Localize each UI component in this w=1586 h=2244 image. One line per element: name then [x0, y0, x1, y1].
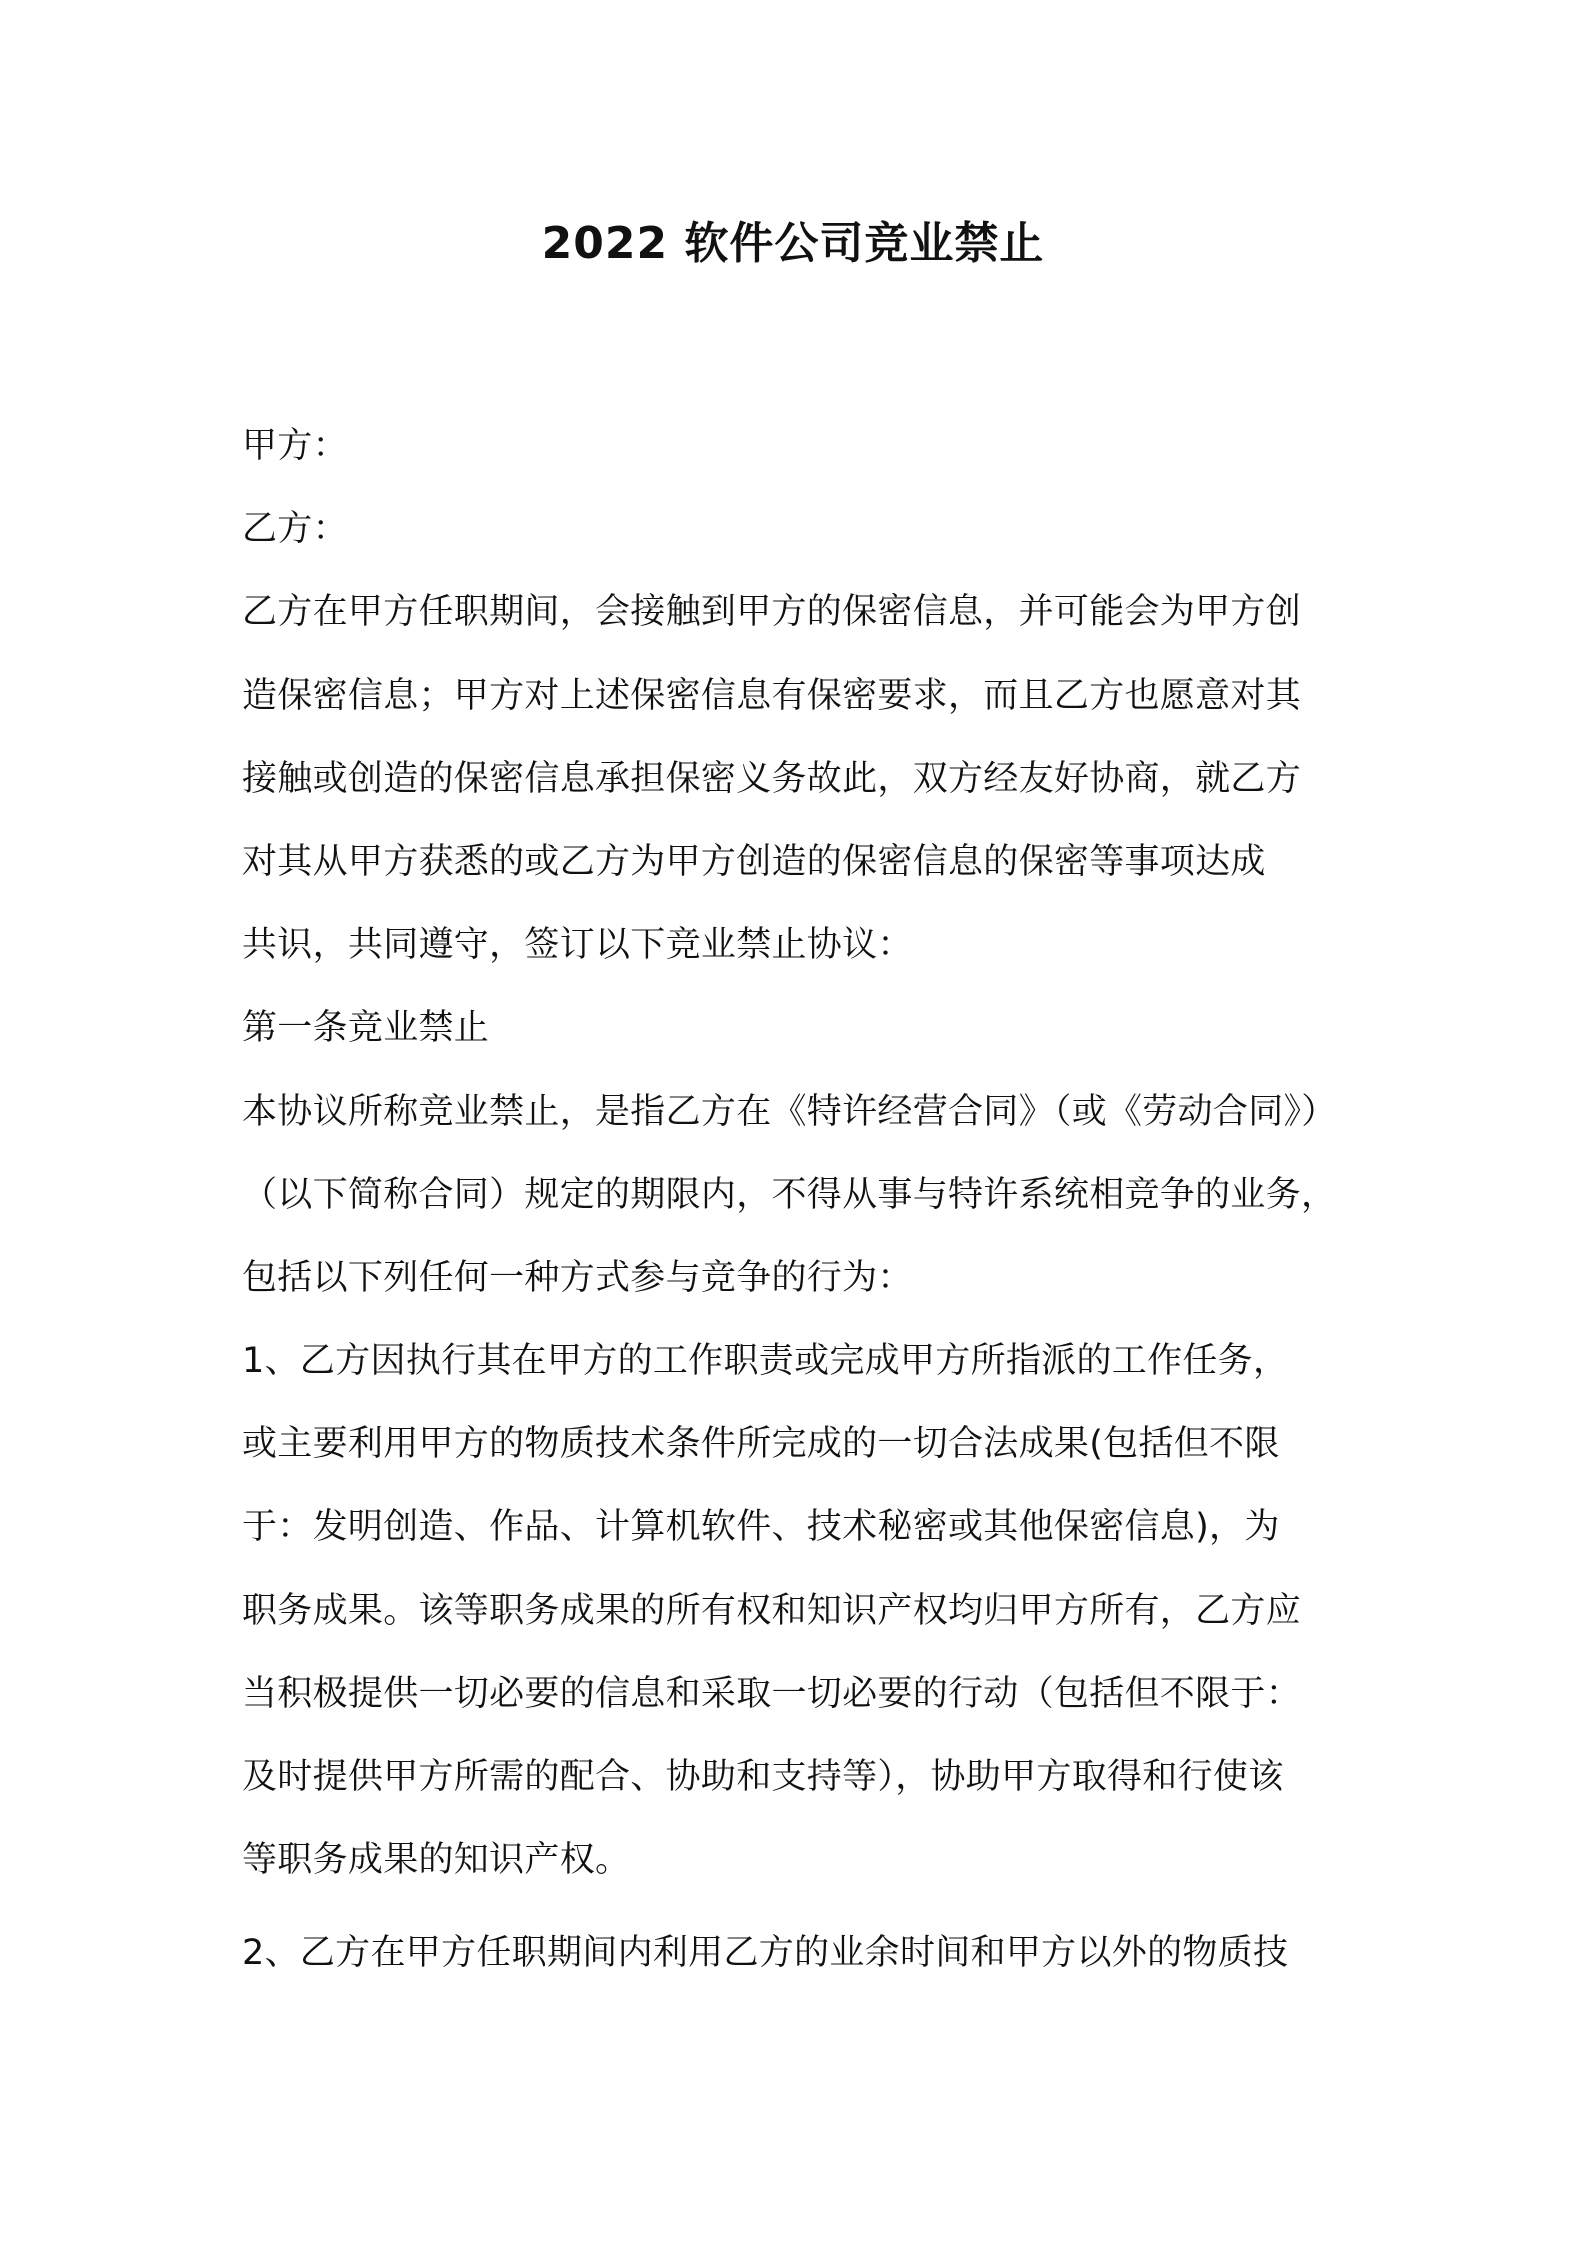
clause-1-line: 或主要利用甲方的物质技术条件所完成的一切合法成果(包括但不限: [242, 1424, 1280, 1465]
clause-1-line: 及时提供甲方所需的配合、协助和支持等），协助甲方取得和行使该: [242, 1757, 1284, 1797]
preamble-line: 接触或创造的保密信息承担保密义务故此，双方经友好协商，就乙方: [242, 758, 1302, 799]
clause-2-line: 2、乙方在甲方任职期间内利用乙方的业余时间和甲方以外的物质技: [242, 1933, 1289, 1974]
article-body-line: （以下简称合同）规定的期限内，不得从事与特许系统相竞争的业务，: [242, 1174, 1337, 1215]
clause-1-line: 当积极提供一切必要的信息和采取一切必要的行动（包括但不限于：: [242, 1673, 1302, 1714]
article-heading: 第一条竞业禁止: [242, 1008, 490, 1049]
clause-1-line: 职务成果。该等职务成果的所有权和知识产权均归甲方所有，乙方应: [242, 1590, 1302, 1631]
document-body: [242, 405, 1362, 1996]
article-body-line: 包括以下列任何一种方式参与竞争的行为：: [242, 1257, 913, 1298]
clause-1-line: 等职务成果的知识产权。: [242, 1840, 631, 1881]
clause-1-line: 于：发明创造、作品、计算机软件、技术秘密或其他保密信息)，为: [242, 1507, 1280, 1548]
document-title: 2022 软件公司竞业禁止: [541, 218, 1045, 269]
preamble-line: 共识，共同遵守，签订以下竞业禁止协议：: [242, 925, 913, 966]
clause-1-line: 1、乙方因执行其在甲方的工作职责或完成甲方所指派的工作任务，: [242, 1341, 1289, 1382]
preamble-line: 造保密信息；甲方对上述保密信息有保密要求，而且乙方也愿意对其: [242, 675, 1302, 716]
article-body-line: 本协议所称竞业禁止，是指乙方在《特许经营合同》（或《劳动合同》）: [242, 1091, 1337, 1132]
preamble-line: 乙方在甲方任职期间，会接触到甲方的保密信息，并可能会为甲方创: [242, 592, 1302, 633]
preamble-line: 对其从甲方获悉的或乙方为甲方创造的保密信息的保密等事项达成: [242, 841, 1266, 882]
party-b-line: 乙方：: [242, 509, 348, 550]
party-a-line: 甲方：: [242, 426, 348, 466]
